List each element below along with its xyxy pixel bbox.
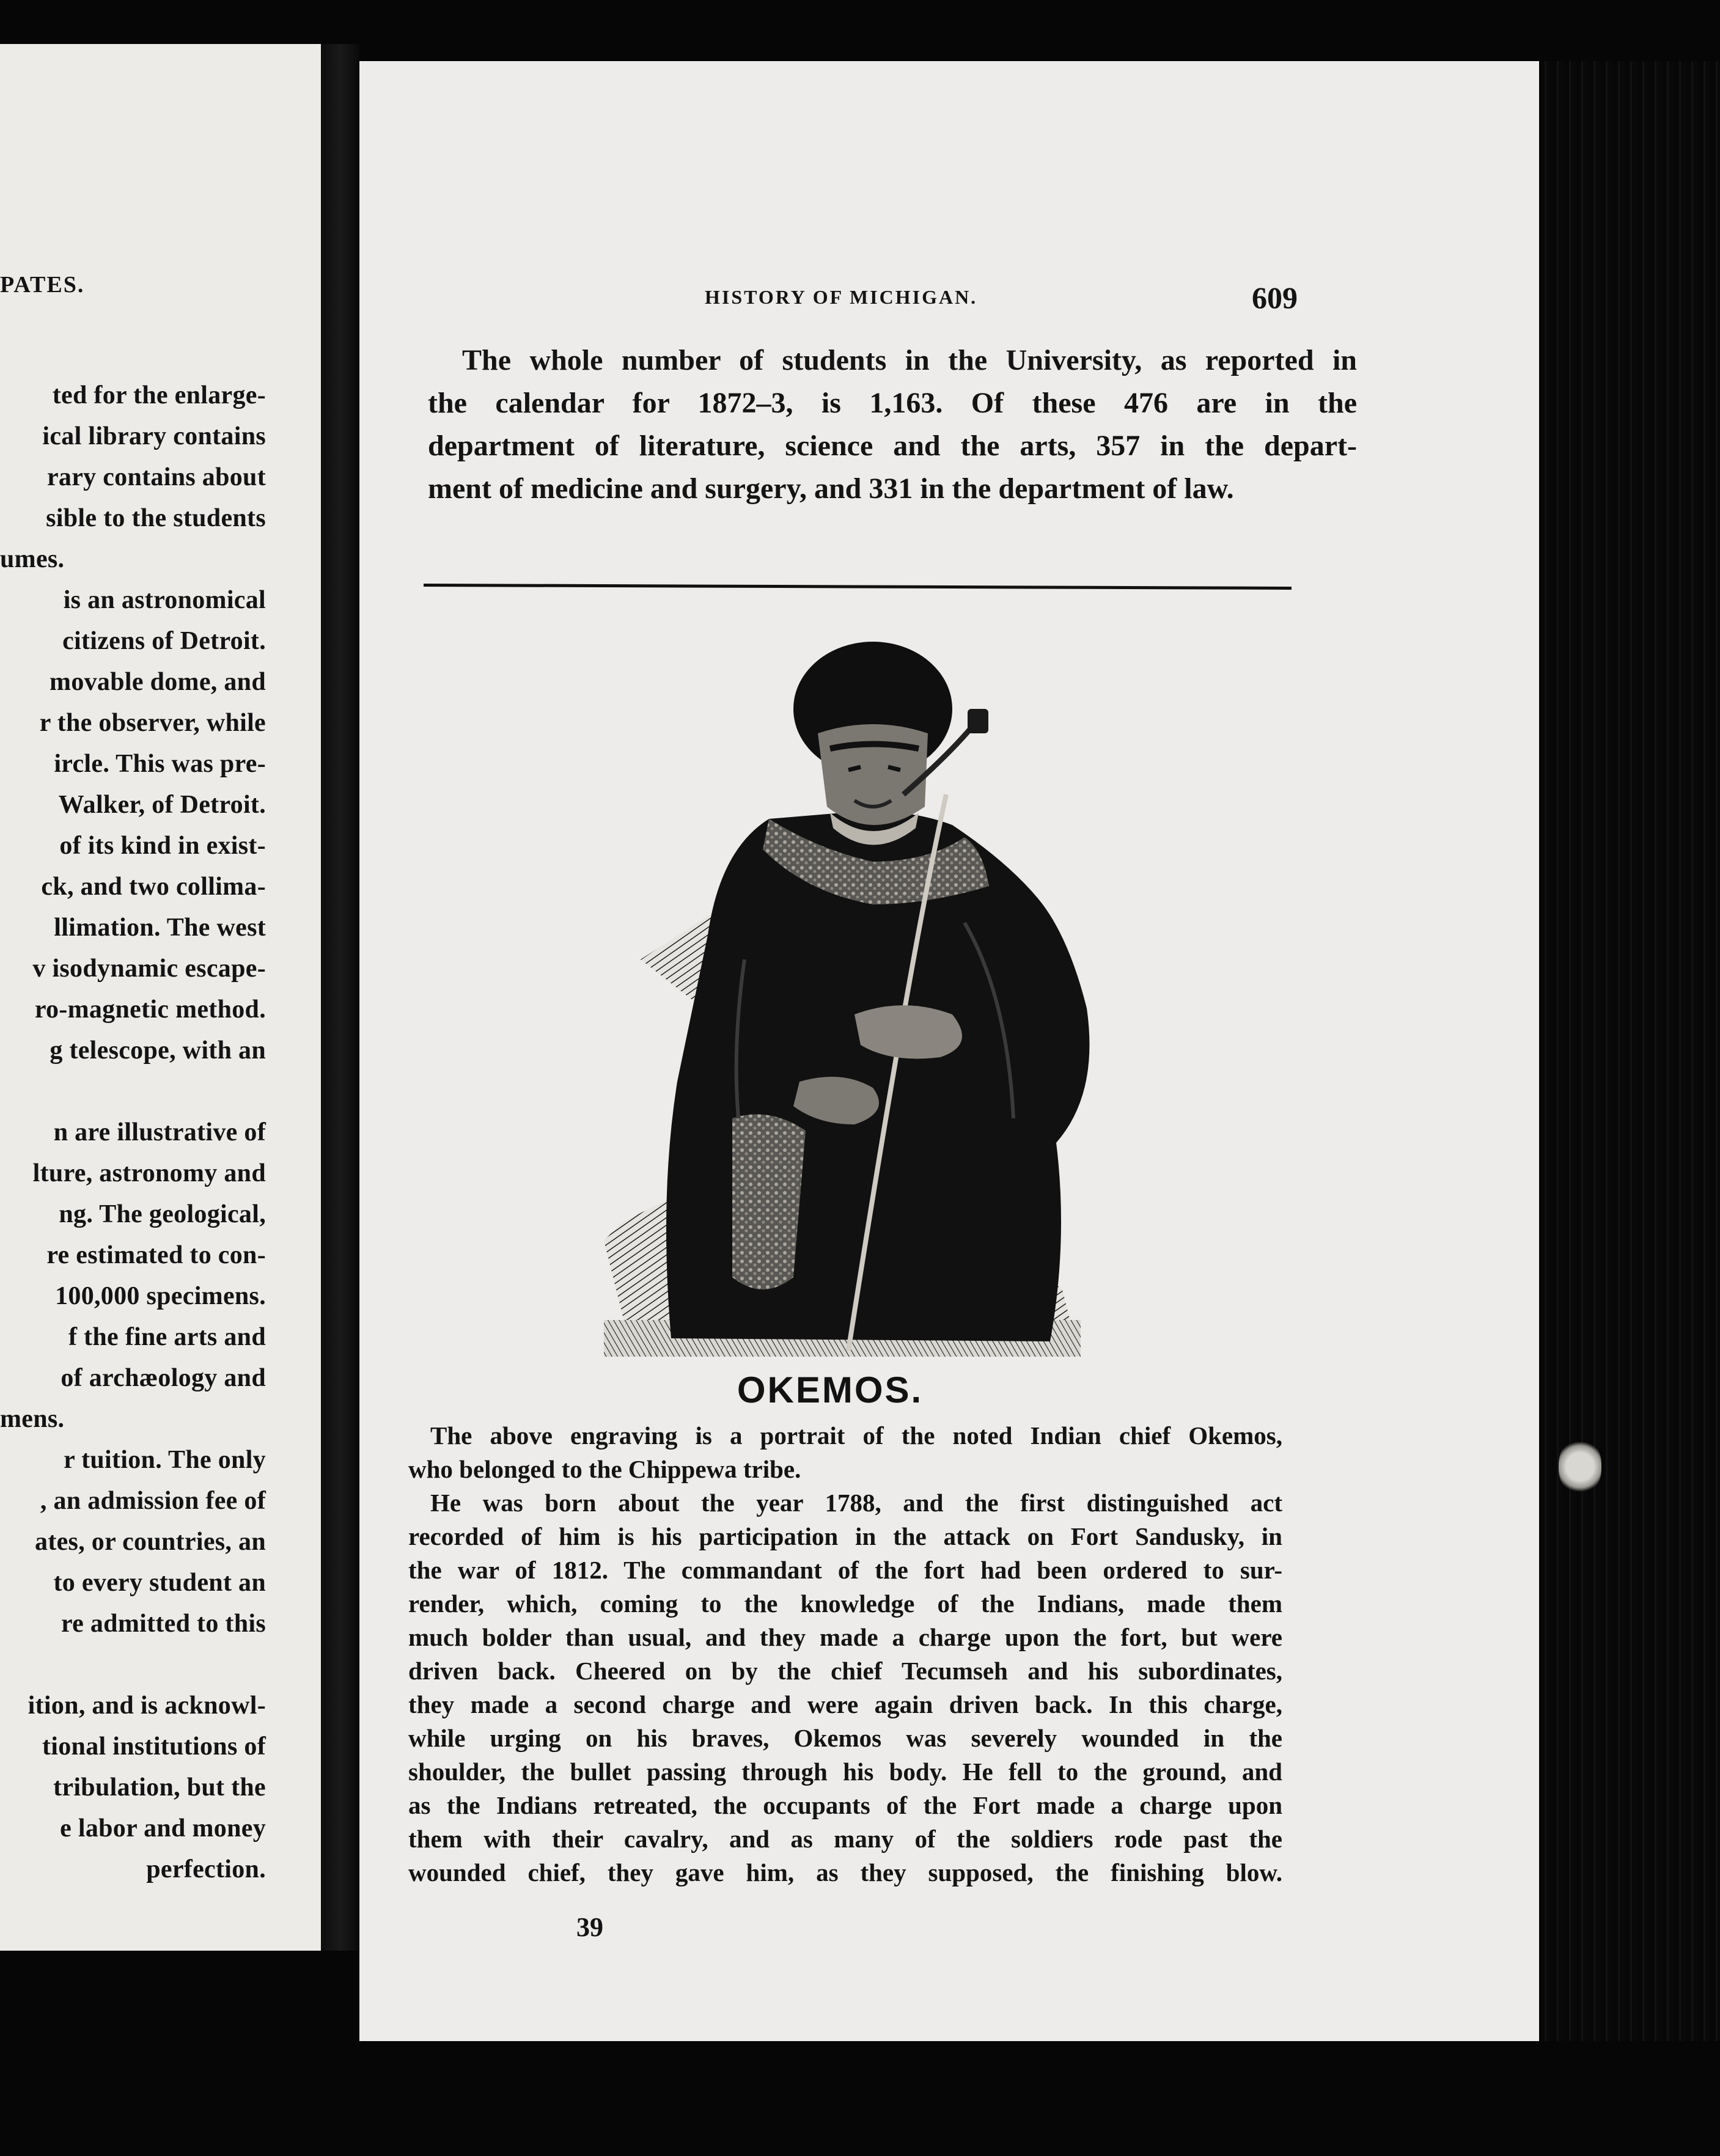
left-text-line: ng. The geological, [59,1200,266,1228]
left-text-line: ates, or countries, an [35,1528,266,1556]
left-text-line [0,1645,266,1685]
left-text-line: sible to the students [46,504,266,532]
left-text-line: re admitted to this [61,1610,266,1638]
left-text-line: re estimated to con- [46,1241,266,1269]
left-page [0,44,321,1951]
left-text-line: movable dome, and [50,668,266,696]
body-line: The above engraving is a portrait of the noted Indian chief Okemos, [430,1421,1282,1450]
body-line: He was born about the year 1788, and the first distinguished act [430,1489,1282,1517]
left-text-line: ted for the enlarge- [52,381,266,409]
binding-gutter [321,44,359,1951]
left-text-line: mens. [0,1405,65,1433]
left-text-line: r tuition. The only [64,1446,266,1474]
left-text-line: ck, and two collima- [41,873,266,901]
left-text-line: g telescope, with an [50,1036,266,1065]
signature-mark: 39 [576,1912,603,1942]
intro-line: The whole number of students in the University, as reported in [462,344,1357,376]
left-text-line: , an admission fee of [40,1487,266,1515]
body-line: recorded of him is his participation in the attack on Fort Sandusky, in [408,1522,1282,1550]
left-text-line: f the fine arts and [68,1323,266,1351]
left-text-line: e labor and money [60,1814,266,1843]
edge-paper-blot [1559,1439,1601,1494]
left-text-line: citizens of Detroit. [62,627,266,655]
body-line: they made a second charge and were again driven back. In this charge, [408,1690,1282,1718]
left-text-line: tribulation, but the [53,1773,266,1802]
left-text-line: lture, astronomy and [32,1159,266,1187]
left-text-line: 100,000 specimens. [55,1282,266,1310]
left-text-line: ircle. This was pre- [54,750,266,778]
body-line: shoulder, the bullet passing through his body. He fell to the ground, and [408,1758,1282,1786]
paragraph-portrait [408,1419,1282,1486]
left-text-line: ical library contains [42,422,266,450]
intro-line: ment of medicine and surgery, and 331 in the department of law. [428,472,1234,505]
page-number: 609 [1252,280,1298,315]
left-text-line: rary contains about [46,463,266,491]
okemos-portrait-engraving [586,617,1111,1366]
left-page-running-head: PATES. [0,272,85,298]
left-text-line: llimation. The west [54,914,266,942]
intro-paragraph [428,339,1357,510]
body-line: who belonged to the Chippewa tribe. [408,1455,801,1483]
left-text-line [0,1071,266,1112]
engraving-caption: OKEMOS. [737,1370,924,1410]
right-page [359,61,1539,2041]
face [818,724,928,825]
body-line: the war of 1812. The commandant of the fort had been ordered to sur- [408,1556,1282,1584]
body-line: render, which, coming to the knowledge of the Indians, made them [408,1590,1282,1618]
paragraph-biography [408,1486,1282,1890]
left-text-line: is an astronomical [63,586,266,614]
left-text-line: Walker, of Detroit. [58,791,266,819]
left-text-line: v isodynamic escape- [32,955,266,983]
left-text-line: ro-magnetic method. [34,996,266,1024]
body-line: much bolder than usual, and they made a charge upon the fort, but were [408,1623,1282,1651]
running-head: HISTORY OF MICHIGAN. [705,286,978,308]
body-line: while urging on his braves, Okemos was severely wounded in the [408,1724,1282,1752]
body-text [408,1419,1282,1890]
left-text-line: ition, and is acknowl- [28,1692,266,1720]
left-text-line: to every student an [53,1569,266,1597]
page-edge-stack [1539,61,1720,2041]
left-text-line: r the observer, while [39,709,266,737]
intro-line: the calendar for 1872–3, is 1,163. Of these 476 are in the [428,387,1357,419]
left-text-line: umes. [0,545,65,573]
intro-line: department of literature, science and the arts, 357 in the depart- [428,430,1357,462]
left-text-line: perfection. [146,1855,266,1883]
body-line: as the Indians retreated, the occupants of the Fort made a charge upon [408,1791,1282,1819]
section-rule [424,584,1292,590]
left-text-line: of archæology and [61,1364,266,1392]
body-line: driven back. Cheered on by the chief Tecumseh and his subordinates, [408,1657,1282,1685]
left-text-line: n are illustrative of [53,1118,266,1146]
left-text-line: of its kind in exist- [59,832,266,860]
left-text-line: tional institutions of [42,1733,266,1761]
body-line: them with their cavalry, and as many of the soldiers rode past the [408,1825,1282,1853]
body-line: wounded chief, they gave him, as they supposed, the finishing blow. [408,1858,1282,1887]
left-page-text [0,375,266,1890]
